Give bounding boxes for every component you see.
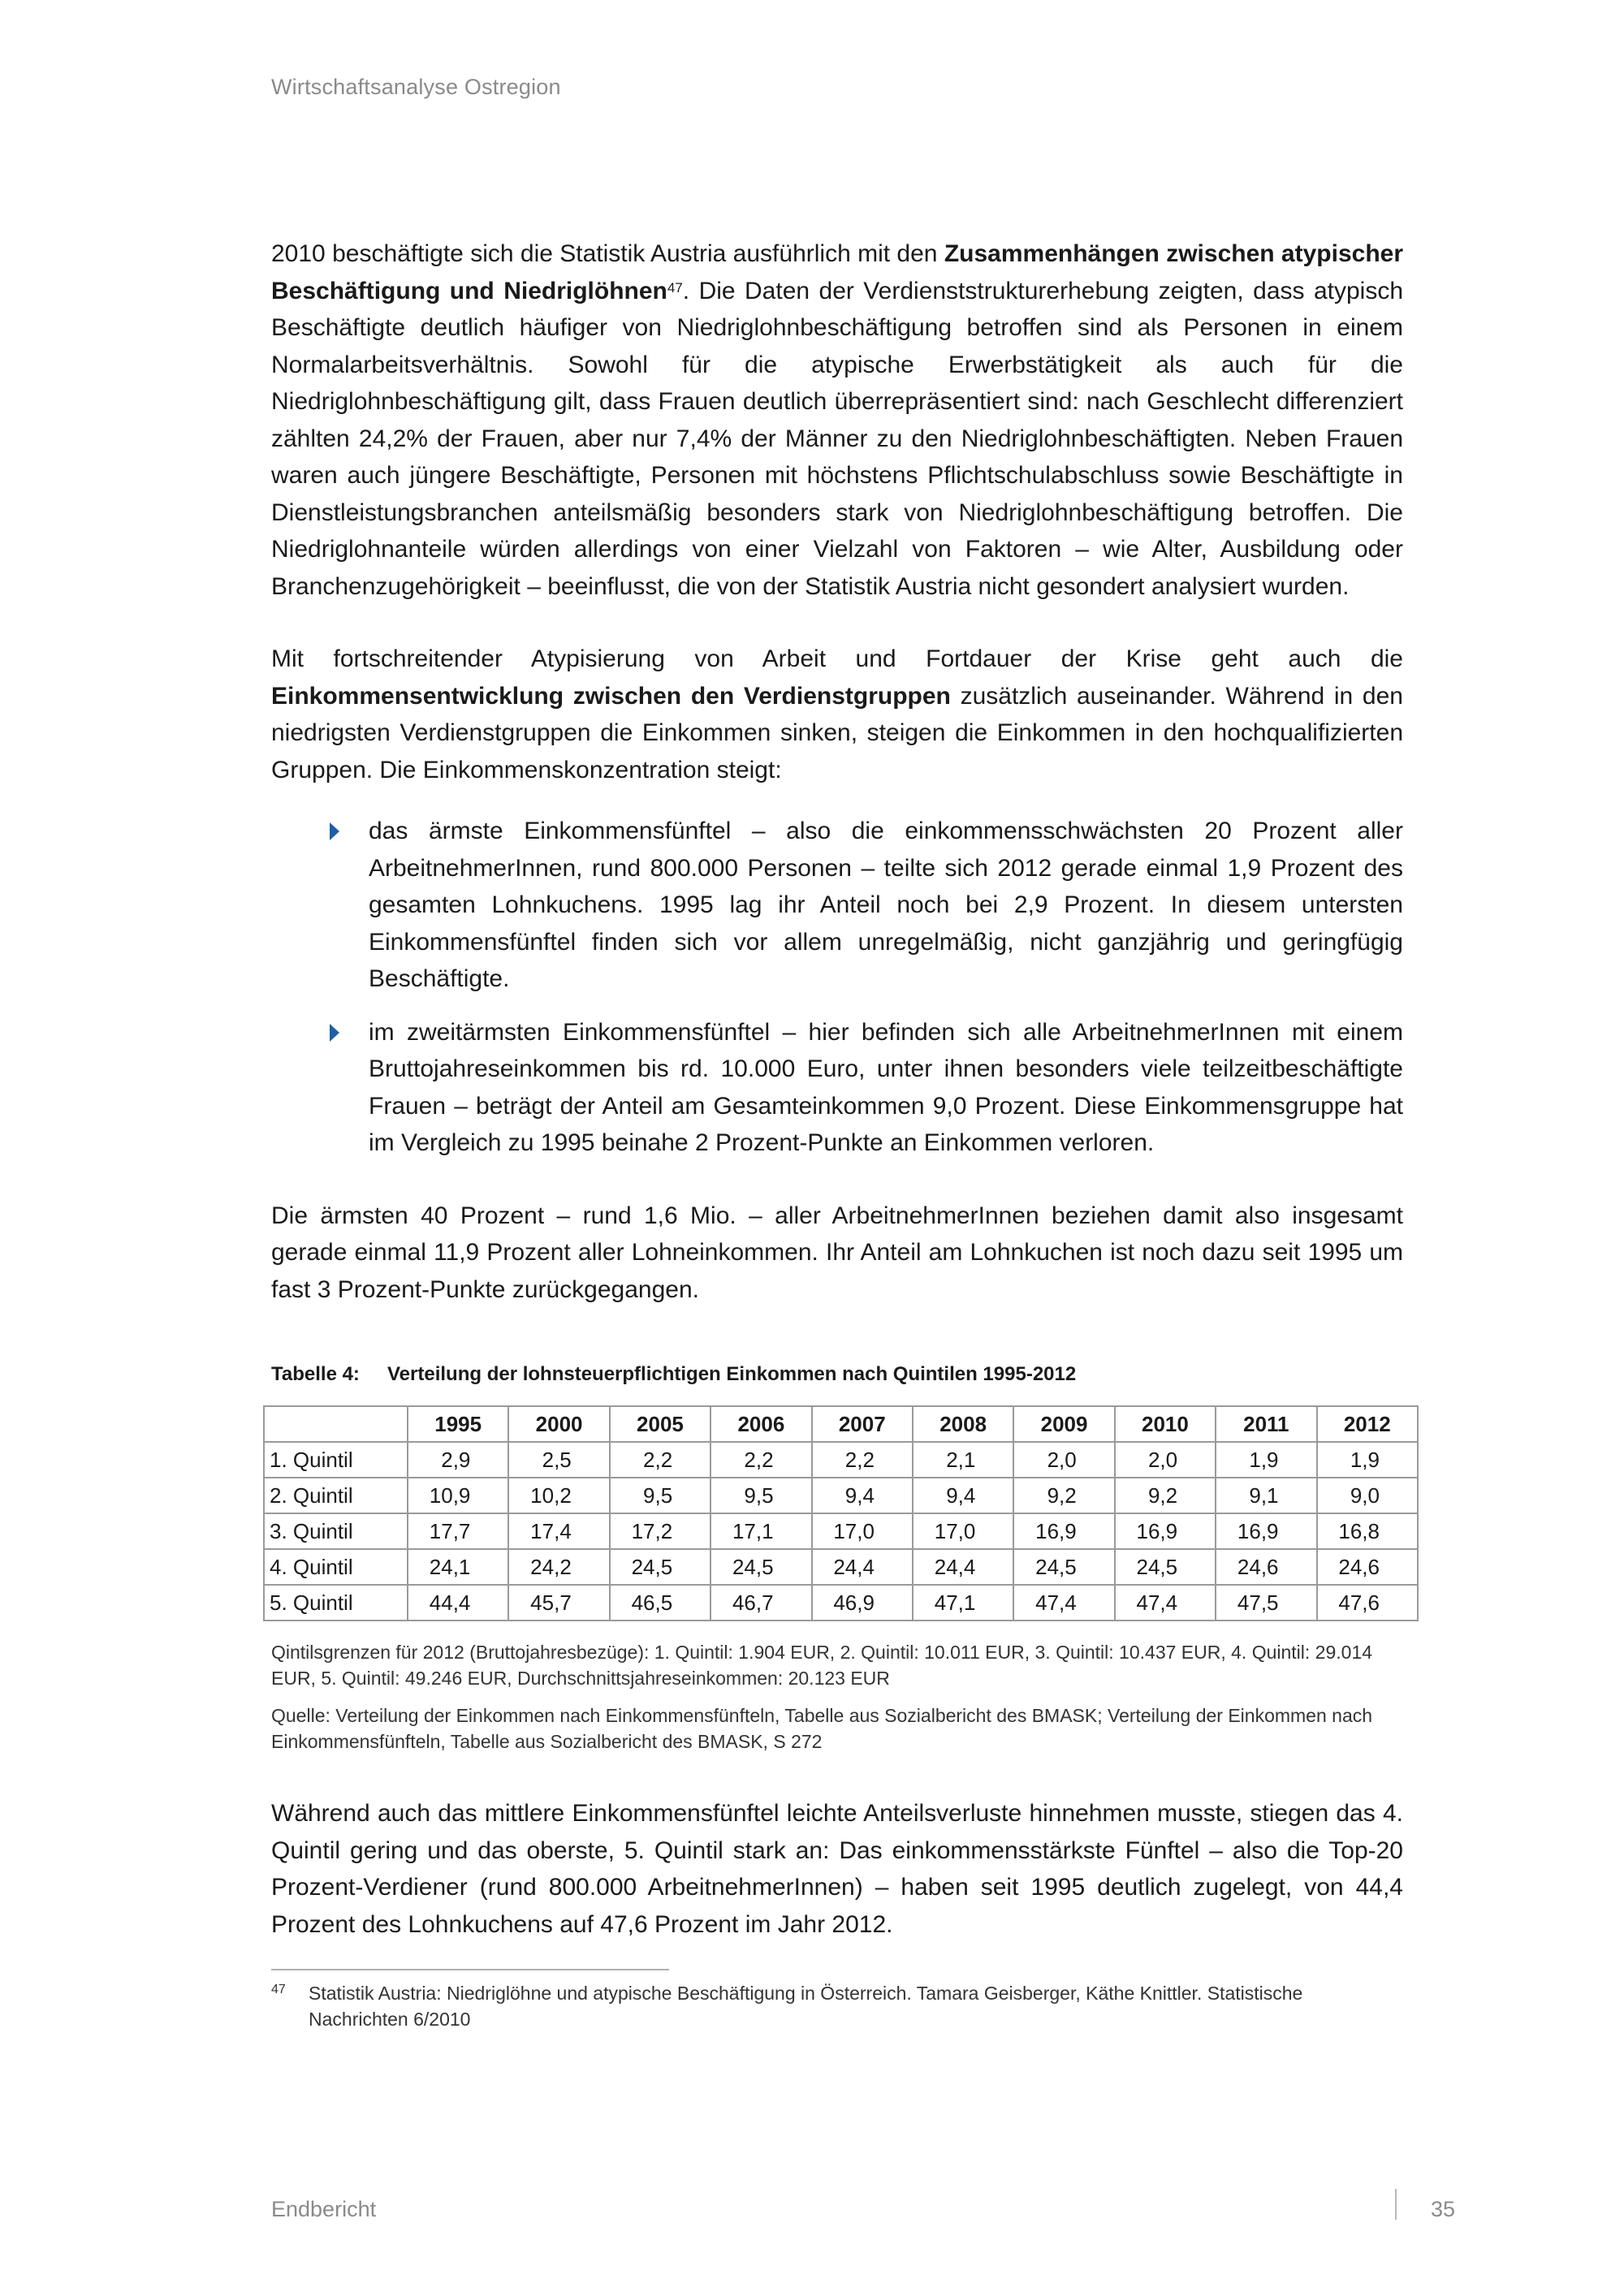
table-number: Tabelle 4: [271,1363,360,1385]
table-cell: 47,6 [1317,1585,1418,1621]
table-row [264,1442,1418,1478]
table-cell: 2,2 [610,1442,710,1478]
bold-phrase: Einkommensentwicklung zwischen den Verdienstgruppen [271,682,951,710]
table-cell: 2,1 [913,1442,1013,1478]
table-cell: 10,2 [508,1478,609,1513]
table-cell: 1,9 [1216,1442,1316,1478]
column-header: 2006 [710,1406,811,1442]
table-cell: 9,4 [913,1478,1013,1513]
column-header: 2010 [1115,1406,1216,1442]
table-cell: 9,5 [710,1478,811,1513]
table-cell: 9,1 [1216,1478,1316,1513]
table-header-row [264,1406,1418,1442]
paragraph-income-development: Mit fortschreitender Atypisierung von Arbeit und Fortdauer der Krise geht auch die Einkommensentwicklung zwischen den Verdienstgruppen zusätzlich auseinander. Während in den niedrigsten Verdienstgruppen die Einkommen sinken, steigen die Einkommen in den hochqualifizierten Gruppen. Die Einkommenskonzentration steigt: [271,645,1403,783]
page-number: 35 [1431,2197,1456,2221]
table-cell: 17,7 [408,1513,508,1549]
running-header-title: Wirtschaftsanalyse Ostregion [271,75,561,99]
corner-cell [264,1406,408,1442]
page-content [271,235,1403,2032]
triangle-right-icon [330,822,339,840]
table-cell: 47,5 [1216,1585,1316,1621]
row-label: 4. Quintil [264,1549,408,1585]
table-cell: 9,4 [812,1478,913,1513]
table-cell: 17,0 [913,1513,1013,1549]
footnote-divider [271,1969,669,1970]
table-cell: 9,5 [610,1478,710,1513]
table-caption [271,1363,1403,1386]
paragraph-atypical-employment: 2010 beschäftigte sich die Statistik Austria ausführlich mit den Zusammenhängen zwischen atypischer Beschäftigung und Niedriglöhnen$^{47}$. Die Daten der Verdienststrukturerhebung zeigten, dass atypisch Beschäftigte deutlich häufiger von Niedriglohnbeschäftigung betroffen sind als Personen in einem Normalarbeitsverhältnis. Sowohl für die atypische Erwerbstätigkeit als auch für die Niedriglohnbeschäftigung gilt, dass Frauen deutlich überrepräsentiert sind: nach Geschlecht differenziert zählten 24,2% der Frauen, aber nur 7,4% der Männer zu den Niedriglohnbeschäftigten. Neben Frauen waren auch jüngere Beschäftigte, Personen mit höchstens Pflichtschulabschluss sowie Beschäftigte in Dienstleistungsbranchen anteilsmäßig besonders stark von Niedriglohnbeschäftigung betroffen. Die Niedriglohnanteile würden allerdings von einer Vielzahl von Faktoren – wie Alter, Ausbildung oder Branchenzugehörigkeit – beeinflusst, die von der Statistik Austria nicht gesondert analysiert wurden. [271,240,1404,600]
bold-phrase: Zusammenhängen zwischen atypischer Beschäftigung und Niedriglöhnen [271,240,1404,304]
table-cell: 2,2 [710,1442,811,1478]
table-cell: 9,2 [1115,1478,1216,1513]
table-cell: 24,5 [610,1549,710,1585]
column-header: 2007 [812,1406,913,1442]
table-cell: 46,5 [610,1585,710,1621]
footer-divider [1395,2189,1397,2220]
table-cell: 45,7 [508,1585,609,1621]
paragraph-top-quintile: Während auch das mittlere Einkommensfünftel leichte Anteilsverluste hinnehmen musste, stiegen das 4. Quintil gering und das oberste, 5. Quintil stark an: Das einkommensstärkste Fünftel – also die Top-20 Prozent-Verdiener (rund 800.000 ArbeitnehmerInnen) – haben seit 1995 deutlich zugelegt, von 44,4 Prozent des Lohnkuchens auf 47,6 Prozent im Jahr 2012. [271,1800,1403,1938]
column-header: 2000 [508,1406,609,1442]
table-cell: 9,2 [1013,1478,1114,1513]
table-row [264,1549,1418,1585]
table-cell: 10,9 [408,1478,508,1513]
table-cell: 24,2 [508,1549,609,1585]
table-cell: 1,9 [1317,1442,1418,1478]
quintile-income-table [263,1405,1419,1621]
paragraph-poorest-40-percent: Die ärmsten 40 Prozent – rund 1,6 Mio. – aller ArbeitnehmerInnen beziehen damit also insgesamt gerade einmal 11,9 Prozent aller Lohneinkommen. Ihr Anteil am Lohnkuchen ist noch dazu seit 1995 um fast 3 Prozent-Punkte zurückgegangen. [271,1202,1403,1303]
table-cell: 24,4 [812,1549,913,1585]
table-cell: 24,5 [1115,1549,1216,1585]
table-cell: 24,1 [408,1549,508,1585]
footnote-reference[interactable]: 47 [667,279,683,296]
table-cell: 17,2 [610,1513,710,1549]
table-cell: 2,0 [1013,1442,1114,1478]
table-cell: 47,4 [1115,1585,1216,1621]
footer-report-label: Endbericht [271,2197,377,2221]
list-item: das ärmste Einkommensfünftel – also die einkommensschwächsten 20 Prozent aller ArbeitnehmerInnen, rund 800.000 Personen – teilte sich 2012 gerade einmal 1,9 Prozent des gesamten Lohnkuchens. 1995 lag ihr Anteil noch bei 2,9 Prozent. In diesem untersten Einkommensfünftel finden sich vor allem unregelmäßig, nicht ganzjährig und geringfügig Beschäftigte. [271,813,1403,998]
table-cell: 46,7 [710,1585,811,1621]
footnote-text: Statistik Austria: Niedriglöhne und atypische Beschäftigung in Österreich. Tamara Geisberger, Käthe Knittler. Statistische Nachrichten 6/2010 [309,1983,1303,2030]
table-cell: 17,0 [812,1513,913,1549]
table-cell: 17,4 [508,1513,609,1549]
column-header: 2005 [610,1406,710,1442]
bullet-list [271,813,1403,1162]
column-header: 2011 [1216,1406,1316,1442]
row-label: 2. Quintil [264,1478,408,1513]
column-header: 1995 [408,1406,508,1442]
table-cell: 2,2 [812,1442,913,1478]
table-cell: 16,9 [1013,1513,1114,1549]
list-item: im zweitärmsten Einkommensfünftel – hier befinden sich alle ArbeitnehmerInnen mit einem Bruttojahreseinkommen bis rd. 10.000 Euro, unter ihnen besonders viele teilzeitbeschäftigte Frauen – beträgt der Anteil am Gesamteinkommen 9,0 Prozent. Diese Einkommensgruppe hat im Vergleich zu 1995 beinahe 2 Prozent-Punkte an Einkommen verloren. [271,1014,1403,1162]
table-cell: 47,4 [1013,1585,1114,1621]
table-cell: 16,8 [1317,1513,1418,1549]
table-row [264,1478,1418,1513]
triangle-right-icon [330,1024,339,1042]
table-cell: 24,4 [913,1549,1013,1585]
table-cell: 9,0 [1317,1478,1418,1513]
table-note: Qintilsgrenzen für 2012 (Bruttojahresbezüge): 1. Quintil: 1.904 EUR, 2. Quintil: 10.011 EUR, 3. Quintil: 10.437 EUR, 4. Quintil: 29.014 EUR, 5. Quintil: 49.246 EUR, Durchschnittsjahreseinkommen: 20.123 EUR [271,1642,1373,1689]
column-header: 2012 [1317,1406,1418,1442]
footnote [271,1980,1403,2032]
row-label: 1. Quintil [264,1442,408,1478]
table-cell: 24,5 [1013,1549,1114,1585]
table-cell: 24,6 [1216,1549,1316,1585]
table-cell: 2,5 [508,1442,609,1478]
table-source: Quelle: Verteilung der Einkommen nach Einkommensfünfteln, Tabelle aus Sozialbericht des BMASK; Verteilung der Einkommen nach Einkommensfünfteln, Tabelle aus Sozialbericht des BMASK, S 272 [271,1705,1373,1752]
table-cell: 16,9 [1115,1513,1216,1549]
column-header: 2009 [1013,1406,1114,1442]
table-cell: 24,5 [710,1549,811,1585]
footnote-number: 47 [271,1983,286,1996]
table-cell: 17,1 [710,1513,811,1549]
table-cell: 47,1 [913,1585,1013,1621]
table-cell: 2,0 [1115,1442,1216,1478]
table-cell: 24,6 [1317,1549,1418,1585]
table-row [264,1585,1418,1621]
table-cell: 46,9 [812,1585,913,1621]
column-header: 2008 [913,1406,1013,1442]
table-cell: 44,4 [408,1585,508,1621]
table-cell: 16,9 [1216,1513,1316,1549]
table-row [264,1513,1418,1549]
table-cell: 2,9 [408,1442,508,1478]
row-label: 5. Quintil [264,1585,408,1621]
table-title: Verteilung der lohnsteuerpflichtigen Einkommen nach Quintilen 1995-2012 [387,1363,1077,1385]
row-label: 3. Quintil [264,1513,408,1549]
